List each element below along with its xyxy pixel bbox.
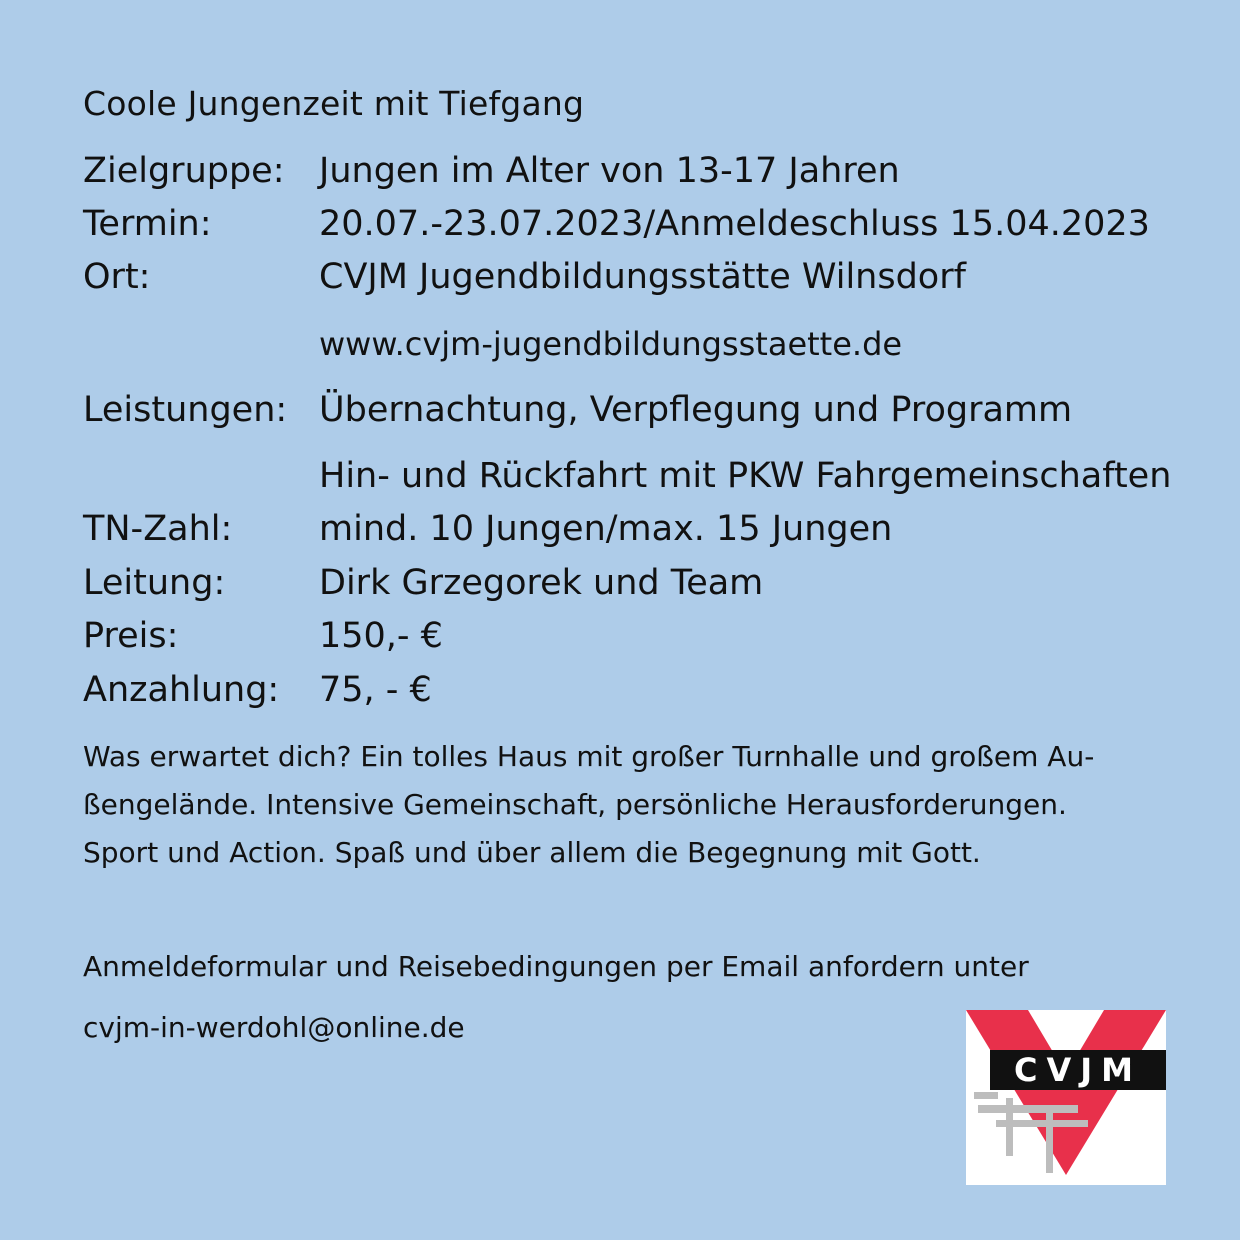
detail-row-leistungen [83,390,1072,430]
detail-row-fahrt [83,456,1171,496]
detail-label: Zielgruppe: [83,151,285,191]
detail-label: Leitung: [83,563,226,603]
page-title: Coole Jungenzeit mit Tiefgang [83,84,585,123]
description [83,733,1163,877]
detail-value: 150,- € [319,616,443,656]
detail-label: Termin: [83,204,212,244]
detail-row-ort [83,257,966,297]
detail-value: CVJM Jugendbildungsstätte Wilnsdorf [319,257,966,297]
logo-text: CVJM [1014,1051,1142,1089]
detail-label: Anzahlung: [83,670,280,710]
detail-value: Übernachtung, Verpflegung und Programm [319,390,1073,430]
detail-label: TN-Zahl: [83,509,233,549]
detail-value: mind. 10 Jungen/max. 15 Jungen [319,509,893,549]
detail-row-termin [83,204,1150,244]
detail-value: Dirk Grzegorek und Team [319,563,764,603]
cvjm-logo [966,1010,1166,1185]
detail-row-website [83,325,902,363]
detail-label: Leistungen: [83,390,288,430]
detail-label: Ort: [83,257,151,297]
detail-row-zielgruppe [83,151,900,191]
detail-value: Hin- und Rückfahrt mit PKW Fahrgemeinschaften [319,456,1172,496]
detail-value: 20.07.-23.07.2023/Anmeldeschluss 15.04.2023 [319,204,1150,244]
detail-row-anzahlung [83,670,432,710]
detail-value: Jungen im Alter von 13-17 Jahren [319,151,900,191]
description-line: Sport und Action. Spaß und über allem die Begegnung mit Gott. [83,836,981,869]
detail-row-preis [83,616,443,656]
description-line: Was erwartet dich? Ein tolles Haus mit großer Turnhalle und großem Au- [83,740,1095,773]
detail-value: 75, - € [319,670,432,710]
description-line: ßengelände. Intensive Gemeinschaft, persönliche Herausforderungen. [83,788,1067,821]
detail-row-leitung [83,563,763,603]
email-link[interactable]: cvjm-in-werdohl@online.de [83,1011,465,1044]
cvjm-logo-graphic [966,1010,1166,1185]
detail-row-tn-zahl [83,509,892,549]
detail-label: Preis: [83,616,179,656]
registration-note: Anmeldeformular und Reisebedingungen per Email anfordern unter [83,950,1029,983]
website-link[interactable]: www.cvjm-jugendbildungsstaette.de [319,325,903,363]
